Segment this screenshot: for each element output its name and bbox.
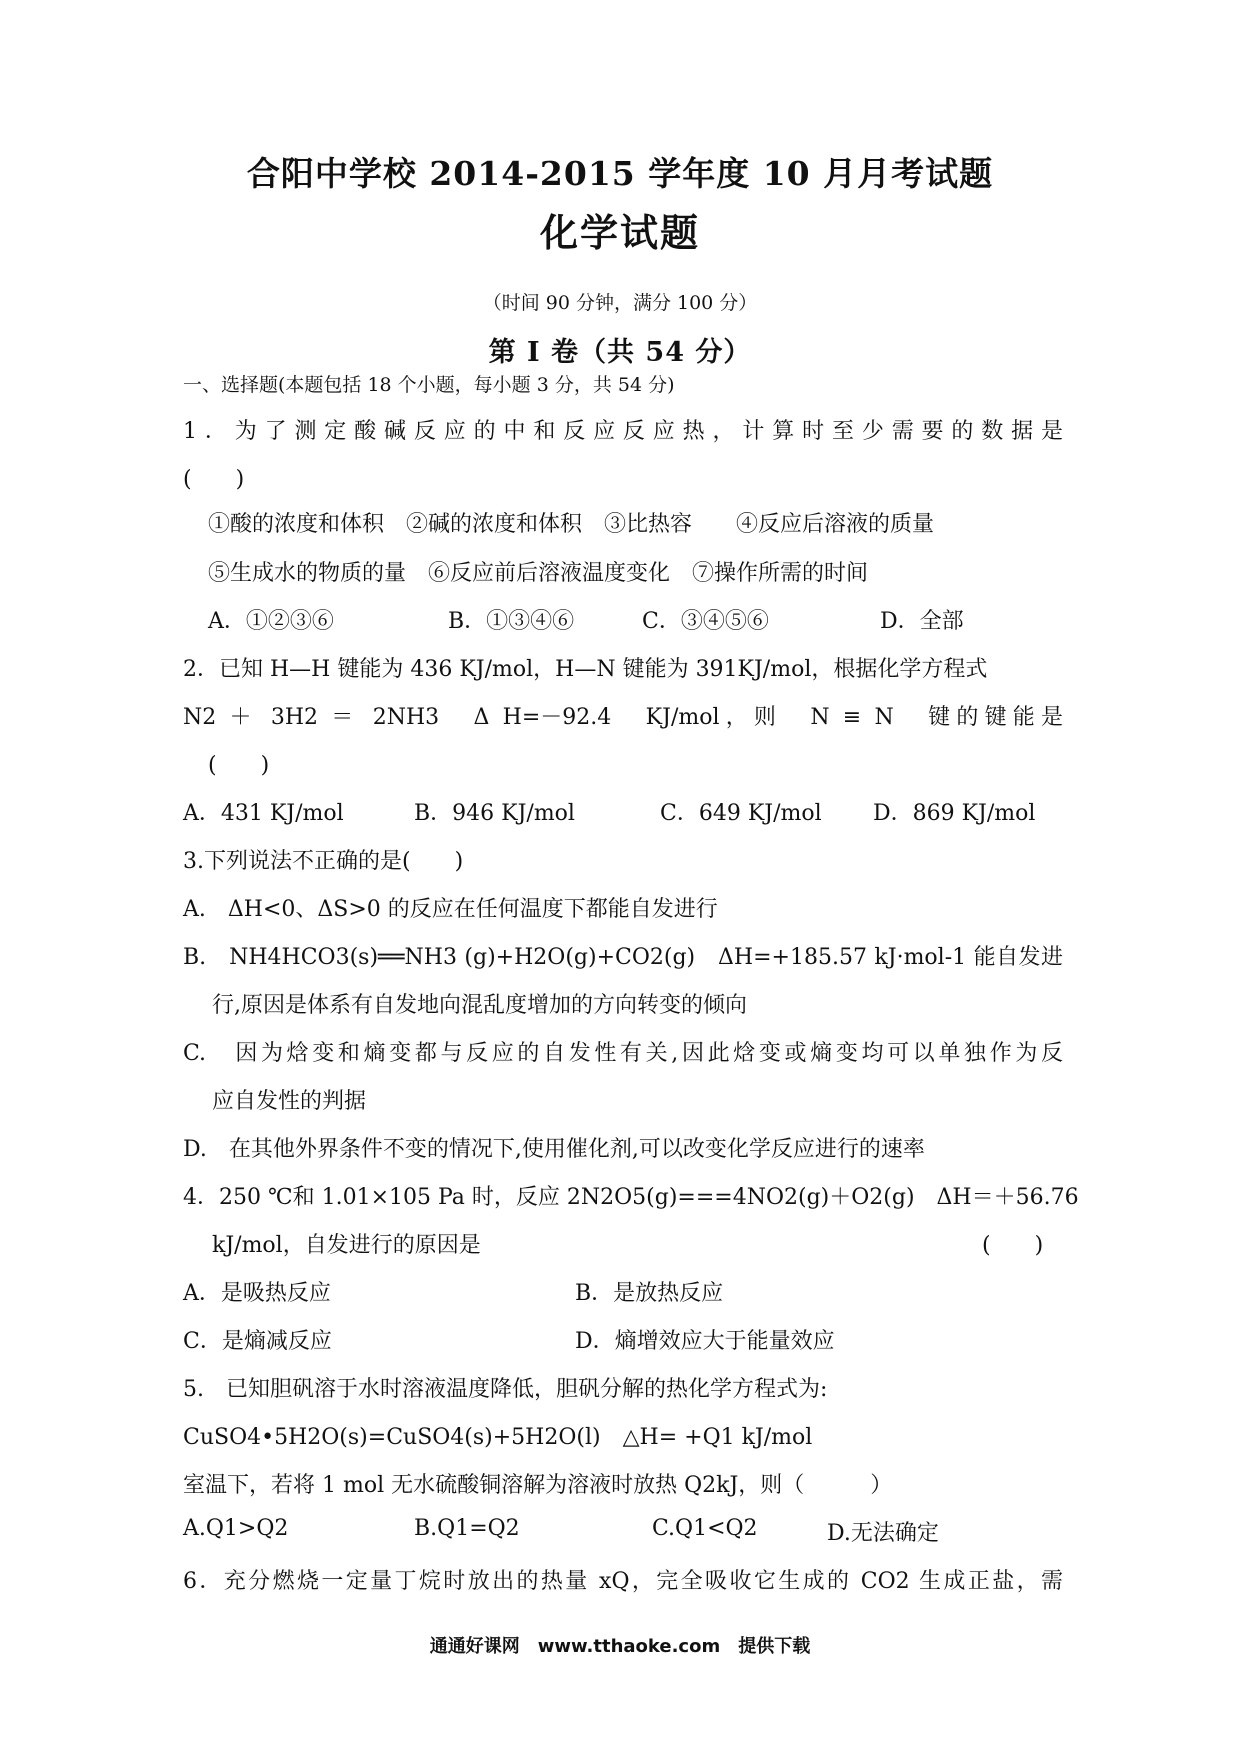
q3-option-c-line1: C. 因为焓变和熵变都与反应的自发性有关,因此焓变或熵变均可以单独作为反: [183, 1041, 1063, 1066]
q2-stem-line1: 2．已知 H—H 键能为 436 KJ/mol，H—N 键能为 391KJ/mol，根据化学方程式: [183, 657, 988, 682]
q3-option-a: A. ΔH<0、ΔS>0 的反应在任何温度下都能自发进行: [183, 897, 718, 922]
q3-option-b-line2: 行,原因是体系有自发地向混乱度增加的方向转变的倾向: [212, 993, 747, 1018]
q5-option-b: B.Q1=Q2: [414, 1516, 520, 1541]
time-note: （时间 90 分钟，满分 100 分）: [482, 292, 758, 314]
q4-bracket: ( ): [982, 1233, 1044, 1258]
q3-option-c-line2: 应自发性的判据: [212, 1089, 367, 1114]
footer-source: 通通好课网 www.tthaoke.com 提供下载: [429, 1636, 811, 1657]
q4-option-a: A．是吸热反应: [183, 1281, 331, 1306]
q5-stem-line3: 室温下，若将 1 mol 无水硫酸铜溶解为溶液时放热 Q2kJ，则（ ）: [183, 1473, 893, 1498]
q1-items-line2: ⑤生成水的物质的量 ⑥反应前后溶液温度变化 ⑦操作所需的时间: [208, 561, 869, 586]
q4-stem-line2: kJ/mol，自发进行的原因是: [212, 1233, 481, 1258]
q2-option-c: C．649 KJ/mol: [660, 801, 822, 826]
exam-title: 合阳中学校 2014-2015 学年度 10 月月考试题: [246, 154, 994, 193]
q1-option-d: D．全部: [880, 609, 964, 634]
part-title: 第 I 卷（共 54 分）: [488, 337, 752, 368]
q5-option-c: C.Q1<Q2: [652, 1516, 758, 1541]
q4-option-b: B．是放热反应: [575, 1281, 724, 1306]
q2-bracket: ( ): [208, 753, 270, 778]
q5-stem-line2: CuSO4•5H2O(s)=CuSO4(s)+5H2O(l) △H= +Q1 kJ/mol: [183, 1425, 813, 1450]
q3-option-d: D. 在其他外界条件不变的情况下,使用催化剂,可以改变化学反应进行的速率: [183, 1137, 925, 1162]
subject-title: 化学试题: [539, 211, 700, 255]
q4-option-d: D．熵增效应大于能量效应: [575, 1329, 835, 1354]
q2-option-b: B．946 KJ/mol: [414, 801, 575, 826]
section-heading: 一、选择题(本题包括 18 个小题，每小题 3 分，共 54 分): [183, 374, 675, 396]
q2-stem-line2: N2 ＋ 3H2 ＝ 2NH3 Δ H=－92.4 KJ/mol，则 N ≡ N 键的键能是: [183, 705, 1063, 730]
q2-option-a: A．431 KJ/mol: [183, 801, 344, 826]
q4-option-c: C．是熵减反应: [183, 1329, 332, 1354]
q1-option-b: B．①③④⑥: [448, 609, 575, 634]
q1-stem: 1．为了测定酸碱反应的中和反应反应热，计算时至少需要的数据是: [183, 419, 1063, 444]
q5-option-d: D.无法确定: [827, 1521, 939, 1546]
q5-option-a: A.Q1>Q2: [183, 1516, 289, 1541]
q1-items-line1: ①酸的浓度和体积 ②碱的浓度和体积 ③比热容 ④反应后溶液的质量: [208, 512, 935, 537]
q1-option-a: A．①②③⑥: [208, 609, 334, 634]
q6-stem: 6．充分燃烧一定量丁烷时放出的热量 xQ，完全吸收它生成的 CO2 生成正盐，需: [183, 1569, 1063, 1594]
q3-stem: 3.下列说法不正确的是( ): [183, 849, 464, 874]
q1-option-c: C．③④⑤⑥: [642, 609, 769, 634]
q1-bracket: ( ): [183, 467, 245, 492]
q3-option-b-line1: B. NH4HCO3(s)══NH3 (g)+H2O(g)+CO2(g) ΔH=+185.57 kJ·mol-1 能自发进: [183, 945, 1063, 970]
q5-stem-line1: 5. 已知胆矾溶于水时溶液温度降低，胆矾分解的热化学方程式为:: [183, 1377, 828, 1402]
q2-option-d: D．869 KJ/mol: [873, 801, 1036, 826]
q4-stem-line1: 4．250 ℃和 1.01×105 Pa 时，反应 2N2O5(g)===4NO2(g)＋O2(g) ΔH＝＋56.76: [183, 1185, 1079, 1210]
